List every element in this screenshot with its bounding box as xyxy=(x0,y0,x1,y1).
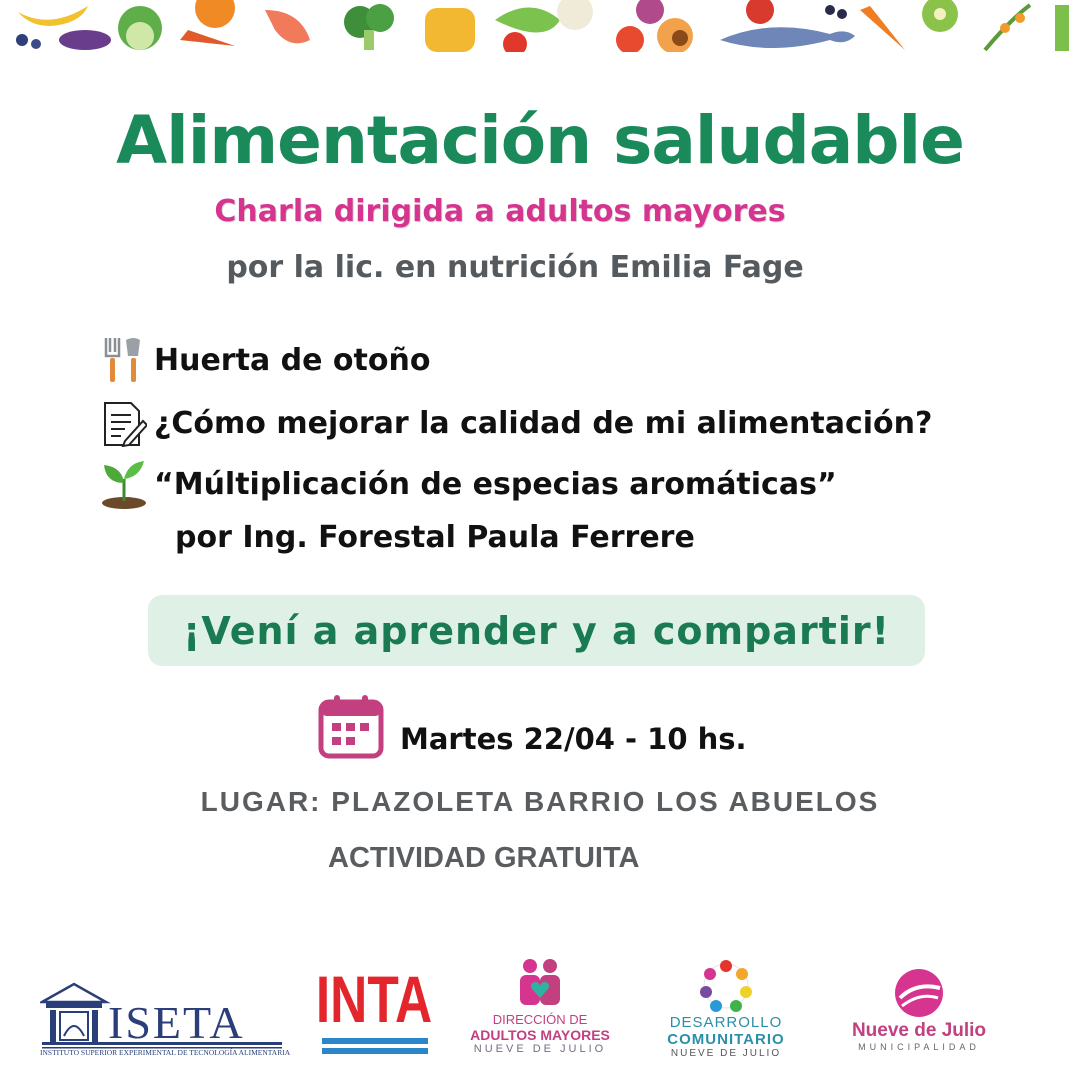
berries-icon xyxy=(825,5,847,19)
calendar-icon xyxy=(318,693,384,759)
municipalidad-label: MUNICIPALIDAD xyxy=(858,1042,980,1052)
carrot-icon xyxy=(180,30,235,46)
community-circle-icon xyxy=(698,960,754,1014)
desarrollo-comunitario-logo xyxy=(655,960,797,1060)
pineapple-icon xyxy=(425,8,475,52)
adultos-mayores-line2: ADULTOS MAYORES xyxy=(470,1027,610,1043)
adultos-mayores-logo xyxy=(455,958,625,1053)
call-to-action-banner xyxy=(148,595,925,666)
blueberries-icon xyxy=(16,34,41,49)
apple-icon xyxy=(616,26,644,52)
seedling-icon xyxy=(98,458,150,510)
desarrollo-line3: NUEVE DE JULIO xyxy=(670,1048,782,1059)
adultos-mayores-line3: NUEVE DE JULIO xyxy=(473,1043,607,1055)
herbs-icon xyxy=(985,5,1030,50)
topic-item xyxy=(98,332,430,388)
nueve-de-julio-emblem-icon xyxy=(894,968,944,1018)
iseta-name: ISETA xyxy=(108,997,245,1048)
peach-icon xyxy=(657,18,693,52)
document-pencil-icon xyxy=(98,397,150,449)
iseta-logo xyxy=(40,980,291,1060)
desarrollo-line1: DESARROLLO xyxy=(669,1014,783,1031)
page-title: Alimentación saludable xyxy=(116,102,964,179)
tomato-icon xyxy=(746,0,774,24)
subtitle: Charla dirigida a adultos mayores xyxy=(214,194,786,229)
topic-label: “Múltiplicación de especias aromáticas” xyxy=(154,466,837,502)
event-place: LUGAR: PLAZOLETA BARRIO LOS ABUELOS xyxy=(200,786,880,817)
broccoli-icon xyxy=(344,4,394,50)
cabbage-icon xyxy=(118,6,162,50)
desarrollo-line2: COMUNITARIO xyxy=(667,1031,785,1048)
municipalidad-logo xyxy=(835,968,1003,1058)
topic-item xyxy=(98,456,837,512)
speaker: por la lic. en nutrición Emilia Fage xyxy=(226,250,804,285)
carrot-icon xyxy=(860,6,905,50)
elderly-couple-heart-icon xyxy=(514,958,566,1008)
lettuce-icon xyxy=(495,8,560,33)
tomato-icon xyxy=(503,32,527,52)
adultos-mayores-line1: DIRECCIÓN DE xyxy=(492,1012,588,1027)
cauliflower-icon xyxy=(557,0,593,30)
banana-icon xyxy=(18,6,88,26)
leek-icon xyxy=(1055,5,1069,51)
iseta-full-name: INSTITUTO SUPERIOR EXPERIMENTAL DE TECNOLOGÍA ALIMENTARIA xyxy=(40,1048,291,1057)
fish-icon xyxy=(720,27,855,48)
municipalidad-name: Nueve de Julio xyxy=(851,1020,987,1041)
topic-label: Huerta de otoño xyxy=(154,342,431,378)
shrimp-icon xyxy=(265,10,310,43)
eggplant-icon xyxy=(59,30,111,50)
inta-name: INTA xyxy=(315,962,433,1036)
food-illustration-banner xyxy=(0,0,1080,52)
topic-speaker: por Ing. Forestal Paula Ferrere xyxy=(175,520,695,555)
call-to-action-text: ¡Vení a aprender y a compartir! xyxy=(183,608,890,653)
inta-logo xyxy=(315,962,433,1058)
garden-tools-icon xyxy=(98,334,150,386)
onion-icon xyxy=(636,0,664,24)
kiwi-icon xyxy=(922,0,958,32)
event-price: ACTIVIDAD GRATUITA xyxy=(328,842,640,874)
topic-item xyxy=(98,395,932,451)
topic-label: ¿Cómo mejorar la calidad de mi alimentación? xyxy=(154,405,933,441)
orange-icon xyxy=(195,0,235,28)
event-date-time: Martes 22/04 - 10 hs. xyxy=(400,722,747,756)
